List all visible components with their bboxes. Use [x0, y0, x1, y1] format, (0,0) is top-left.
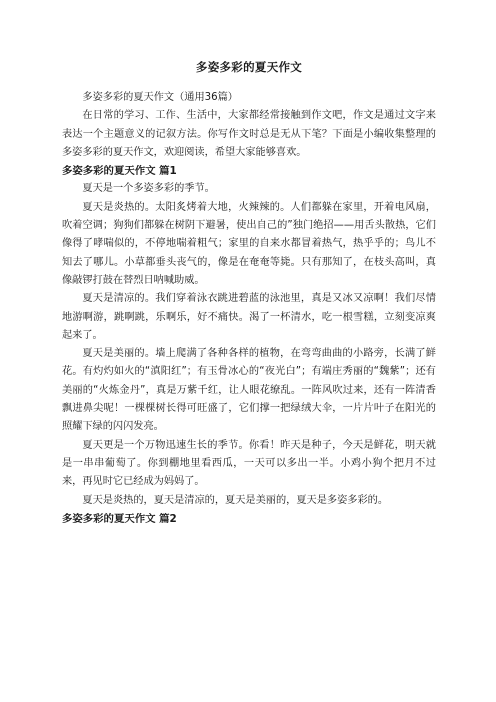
document-page — [62, 58, 436, 528]
essay-section-2 — [62, 510, 436, 528]
body-paragraph: 夏天是炎热的，夏天是清凉的，夏天是美丽的，夏天是多姿多彩的。 — [82, 494, 389, 506]
body-paragraph: 夏天是炎热的。太阳炙烤着大地，火辣辣的。人们都躲在家里，开着电风扇，吹着空调；狗狗们都躲在树阴下避暑，使出自己的”独门绝招——用舌头散热，它们像得了哮喘似的，不停地喘着粗气；家里的自来水都冒着热气，热乎乎的；鸟儿不知去了哪儿。小草都垂头丧气的，像是在奄奄等毙。只有那知了，在枝头高叫，真像敲锣打鼓在替烈日呐喊助威。 — [62, 201, 436, 286]
body-paragraph: 夏天更是一个万物迅速生长的季节。你看！昨天是种子，今天是鲜花，明天就是一串串葡萄了。你到棚地里看西瓜，一天可以多出一半。小鸡小狗个把月不过来，再见时它已经成为妈妈了。 — [62, 439, 436, 488]
document-title: 多姿多彩的夏天作文 — [195, 60, 303, 74]
body-paragraph: 夏天是清凉的。我们穿着泳衣跳进碧蓝的泳池里，真是又冰又凉啊！我们尽情地游啊游，跳啊跳，乐啊乐，好不痛快。渴了一杯清水，吃一根雪糕，立刻变凉爽起来了。 — [62, 293, 436, 341]
intro-subtitle: 多姿多彩的夏天作文（通用36篇） — [82, 92, 238, 103]
section-heading: 多姿多彩的夏天作文 篇1 — [62, 165, 177, 178]
body-paragraph: 夏天是美丽的。墙上爬满了各种各样的植物，在弯弯曲曲的小路旁，长满了鲜花。有灼灼如火的“滇阳红”；有玉骨冰心的“夜光白”；有端庄秀丽的“魏紫”；还有美丽的“火炼金丹”，真是万紫千红，让人眼花缭乱。一阵风吹过来，还有一阵清香飘进鼻尖呢！一棵棵树长得可旺盛了，它们撑一把绿绒大伞，一片片叶子在阳光的照耀下绿的闪闪发亮。 — [62, 348, 436, 433]
body-paragraph: 夏天是一个多姿多彩的季节。 — [82, 183, 215, 195]
section-heading: 多姿多彩的夏天作文 篇2 — [62, 512, 177, 525]
intro-paragraph: 在日常的学习、工作、生活中，大家都经常接触到作文吧，作文是通过文字来表达一个主题意义的记叙方法。你写作文时总是无从下笔？下面是小编收集整理的多姿多彩的夏天作文，欢迎阅读，希望大家能够喜欢。 — [62, 110, 436, 158]
essay-section-1 — [62, 162, 436, 510]
